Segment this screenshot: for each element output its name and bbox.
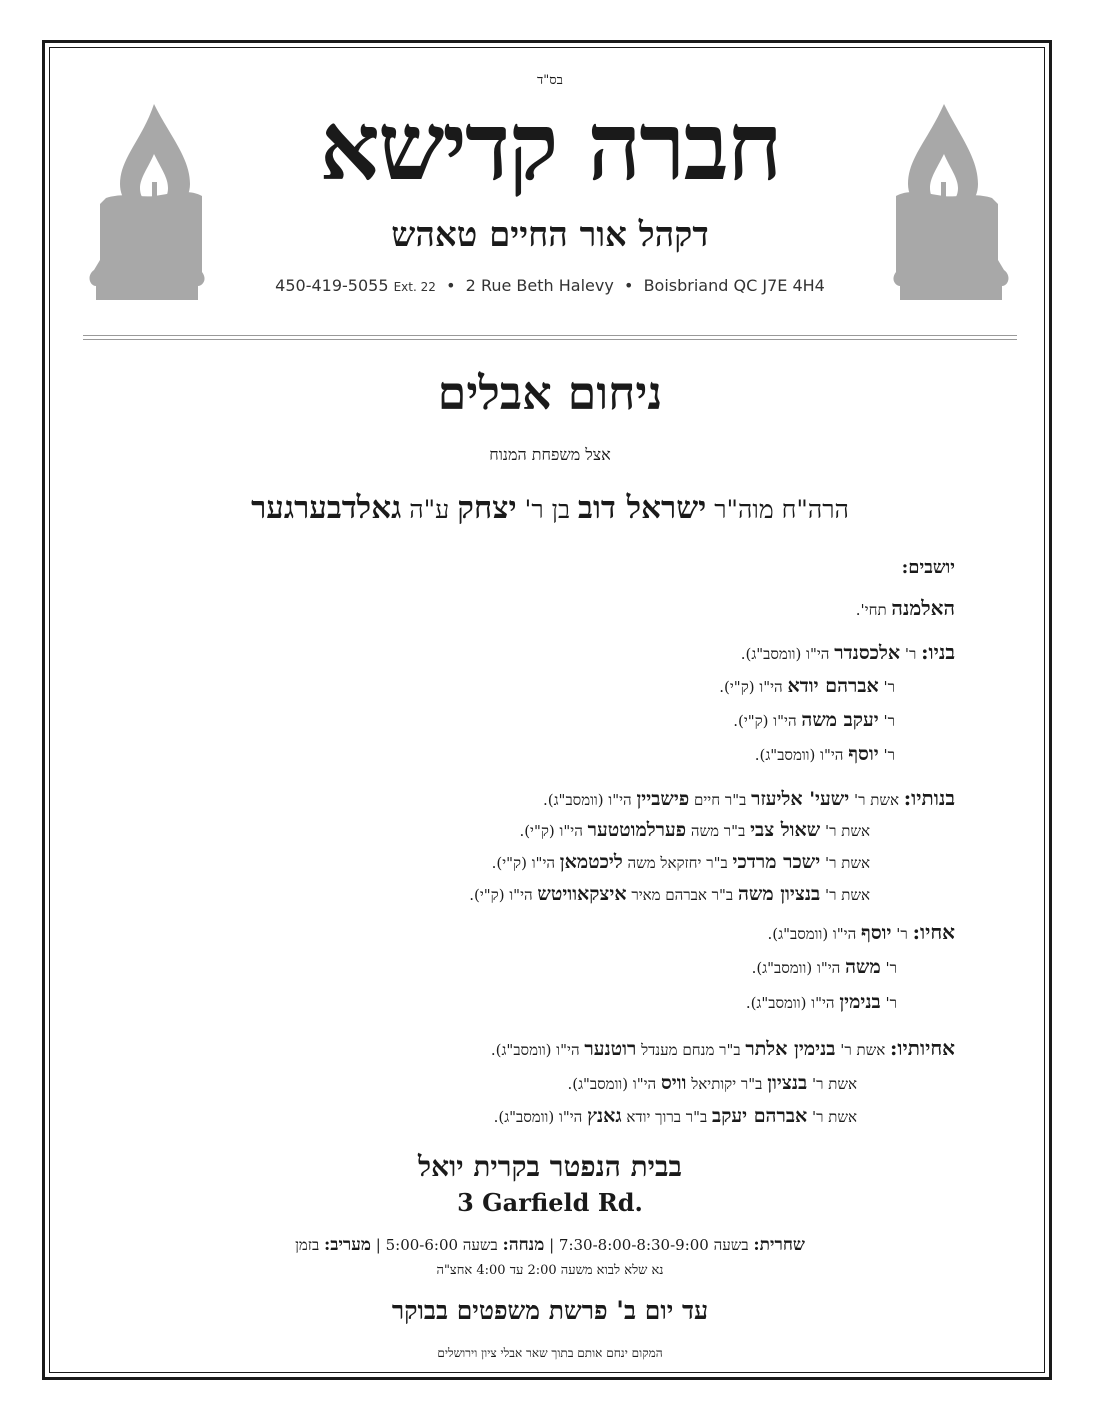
widow-suffix: תחי'. xyxy=(855,601,887,619)
father-of-husband: ב"ר אברהם מאיר xyxy=(631,886,734,904)
husband-name: שאול צבי xyxy=(750,819,821,841)
condolence-blessing: המקום ינחם אותם בתוך שאר אבלי ציון וירושלים xyxy=(437,1346,663,1360)
org-title: חברה קדישא xyxy=(319,92,781,202)
father-of-husband: ב"ר יקותיאל xyxy=(691,1075,763,1093)
shiva-end: עד יום ב' פרשת משפטים בבוקר xyxy=(391,1296,709,1325)
husband-name: בנימין אלתר xyxy=(745,1038,836,1060)
title: ר' xyxy=(885,959,897,977)
father-of-husband: ב"ר חיים xyxy=(693,791,747,809)
daughter-row xyxy=(543,786,955,811)
title: ר' xyxy=(885,994,897,1012)
suffix: הי"ו (ק"י). xyxy=(491,854,556,872)
family-name: פערלמוטטער xyxy=(587,819,687,841)
prefix: אשת ר' xyxy=(811,1075,857,1093)
son-name: אברהם יודא xyxy=(787,675,879,697)
deceased-line xyxy=(0,490,1100,526)
family-name: רוטנער xyxy=(584,1038,637,1060)
prefix: אשת ר' xyxy=(824,822,870,840)
family-name: פישביין xyxy=(636,788,690,810)
divider: | xyxy=(549,1236,555,1254)
widow-line xyxy=(856,596,955,621)
shacharis-label: שחרית: xyxy=(753,1235,805,1255)
husband-name: בנציון משה xyxy=(737,883,821,905)
title: ר' xyxy=(904,645,917,663)
suffix: הי"ו (וומסב"ג). xyxy=(740,645,830,663)
prefix: אשת ר' xyxy=(811,1108,857,1126)
widow-label: האלמנה xyxy=(891,596,955,620)
prefix: אשת ר' xyxy=(824,886,870,904)
daughters-label: בנותיו: xyxy=(903,786,955,810)
family-name: ליכטמאן xyxy=(559,851,623,873)
header-divider xyxy=(83,339,1017,340)
shiva-location: בבית הנפטר בקרית יואל xyxy=(418,1150,682,1183)
son-row xyxy=(741,640,955,665)
sister-row xyxy=(494,1105,857,1128)
maariv-time: בזמן xyxy=(295,1236,320,1254)
son-row xyxy=(755,743,895,766)
sitting-label: יושבים: xyxy=(901,557,955,578)
maariv-label: מעריב: xyxy=(323,1235,371,1255)
title: ר' xyxy=(883,746,895,764)
husband-name: בנציון xyxy=(767,1072,808,1094)
prayer-times xyxy=(0,1235,1100,1255)
prefix: אשת ר' xyxy=(824,854,870,872)
org-subtitle: דקהל אור החיים טאהש xyxy=(391,215,709,255)
title: ר' xyxy=(883,678,895,696)
brother-name: משה xyxy=(845,956,881,978)
sister-row xyxy=(491,1036,955,1061)
brothers-label: אחיו: xyxy=(912,920,955,944)
sisters-label: אחיותיו: xyxy=(890,1036,955,1060)
family-name: גאנץ xyxy=(587,1105,622,1127)
daughter-row xyxy=(519,819,870,842)
mincha-label: מנחה: xyxy=(502,1235,545,1255)
suffix: הי"ו (וומסב"ג). xyxy=(745,994,835,1012)
father-of-husband: ב"ר ברוך יודא xyxy=(626,1108,708,1126)
phone-number: 450-419-5055 xyxy=(275,276,389,295)
suffix: הי"ו (וומסב"ג). xyxy=(493,1108,583,1126)
brother-name: בנימין xyxy=(839,991,881,1013)
separator-dot: • xyxy=(446,276,456,295)
prefix: אשת ר' xyxy=(853,791,900,809)
divider: | xyxy=(375,1236,381,1254)
brother-row xyxy=(746,991,897,1014)
separator-dot: • xyxy=(623,276,634,295)
contact-line xyxy=(0,276,1100,295)
brother-row xyxy=(752,956,897,979)
son-name: יעקב משה xyxy=(801,709,879,731)
suffix: הי"ו (וומסב"ג). xyxy=(751,959,841,977)
daughter-row xyxy=(492,851,870,874)
bsd-mark: בס"ד xyxy=(537,73,563,88)
mincha-time: בשעה 5:00-6:00 xyxy=(385,1236,498,1254)
family-name: איצקאוויטש xyxy=(537,883,627,905)
father-name: יצחק xyxy=(457,490,517,526)
at-family-line: אצל משפחת המנוח xyxy=(489,445,611,464)
suffix: הי"ו (ק"י). xyxy=(719,678,783,696)
husband-name: ישכר מרדכי xyxy=(732,851,821,873)
suffix: הי"ו (וומסב"ג). xyxy=(754,746,844,764)
suffix: הי"ו (וומסב"ג). xyxy=(542,791,632,809)
son-row xyxy=(719,675,895,698)
family-name: וויס xyxy=(660,1072,687,1094)
son-of: בן ר' xyxy=(524,495,571,524)
title: ר' xyxy=(896,925,908,943)
title: ר' xyxy=(883,712,895,730)
suffix: הי"ו (ק"י). xyxy=(733,712,797,730)
suffix: הי"ו (וומסב"ג). xyxy=(767,925,857,943)
sons-label: בניו: xyxy=(921,640,955,664)
father-of-husband: ב"ר משה xyxy=(690,822,746,840)
prefix: אשת ר' xyxy=(840,1041,886,1059)
brother-row xyxy=(768,920,955,945)
father-of-husband: ב"ר יחזקאל משה xyxy=(627,854,728,872)
son-name: יוסף xyxy=(848,743,879,765)
notice-heading: ניחום אבלים xyxy=(437,366,663,420)
deceased-prefix: הרה"ח מוה"ר xyxy=(714,495,849,524)
brother-name: יוסף xyxy=(861,922,892,944)
father-suffix: ע"ה xyxy=(409,495,450,524)
header-divider xyxy=(83,335,1017,336)
suffix: הי"ו (וומסב"ג). xyxy=(567,1075,657,1093)
phone-ext: Ext. 22 xyxy=(393,280,436,294)
son-row xyxy=(733,709,895,732)
city-address: Boisbriand QC J7E 4H4 xyxy=(643,276,825,295)
daughter-row xyxy=(469,883,870,906)
suffix: הי"ו (וומסב"ג). xyxy=(490,1041,580,1059)
visiting-hours-note: נא שלא לבוא משעה 2:00 עד 4:00 אחצ"ה xyxy=(436,1263,664,1278)
street-address: 2 Rue Beth Halevy xyxy=(465,276,614,295)
deceased-name: ישראל דוב xyxy=(578,490,707,526)
father-of-husband: ב"ר מנחם מענדל xyxy=(641,1041,741,1059)
husband-name: ישעי' אליעזר xyxy=(751,788,850,810)
son-name: אלכסנדר xyxy=(834,642,901,664)
husband-name: אברהם יעקב xyxy=(712,1105,808,1127)
shiva-address: 3 Garfield Rd. xyxy=(457,1188,643,1217)
suffix: הי"ו (ק"י). xyxy=(469,886,533,904)
shacharis-time: בשעה 7:30-8:00-8:30-9:00 xyxy=(558,1236,749,1254)
suffix: הי"ו (ק"י). xyxy=(519,822,583,840)
surname: גאלדבערגער xyxy=(251,490,402,526)
sister-row xyxy=(567,1072,857,1095)
